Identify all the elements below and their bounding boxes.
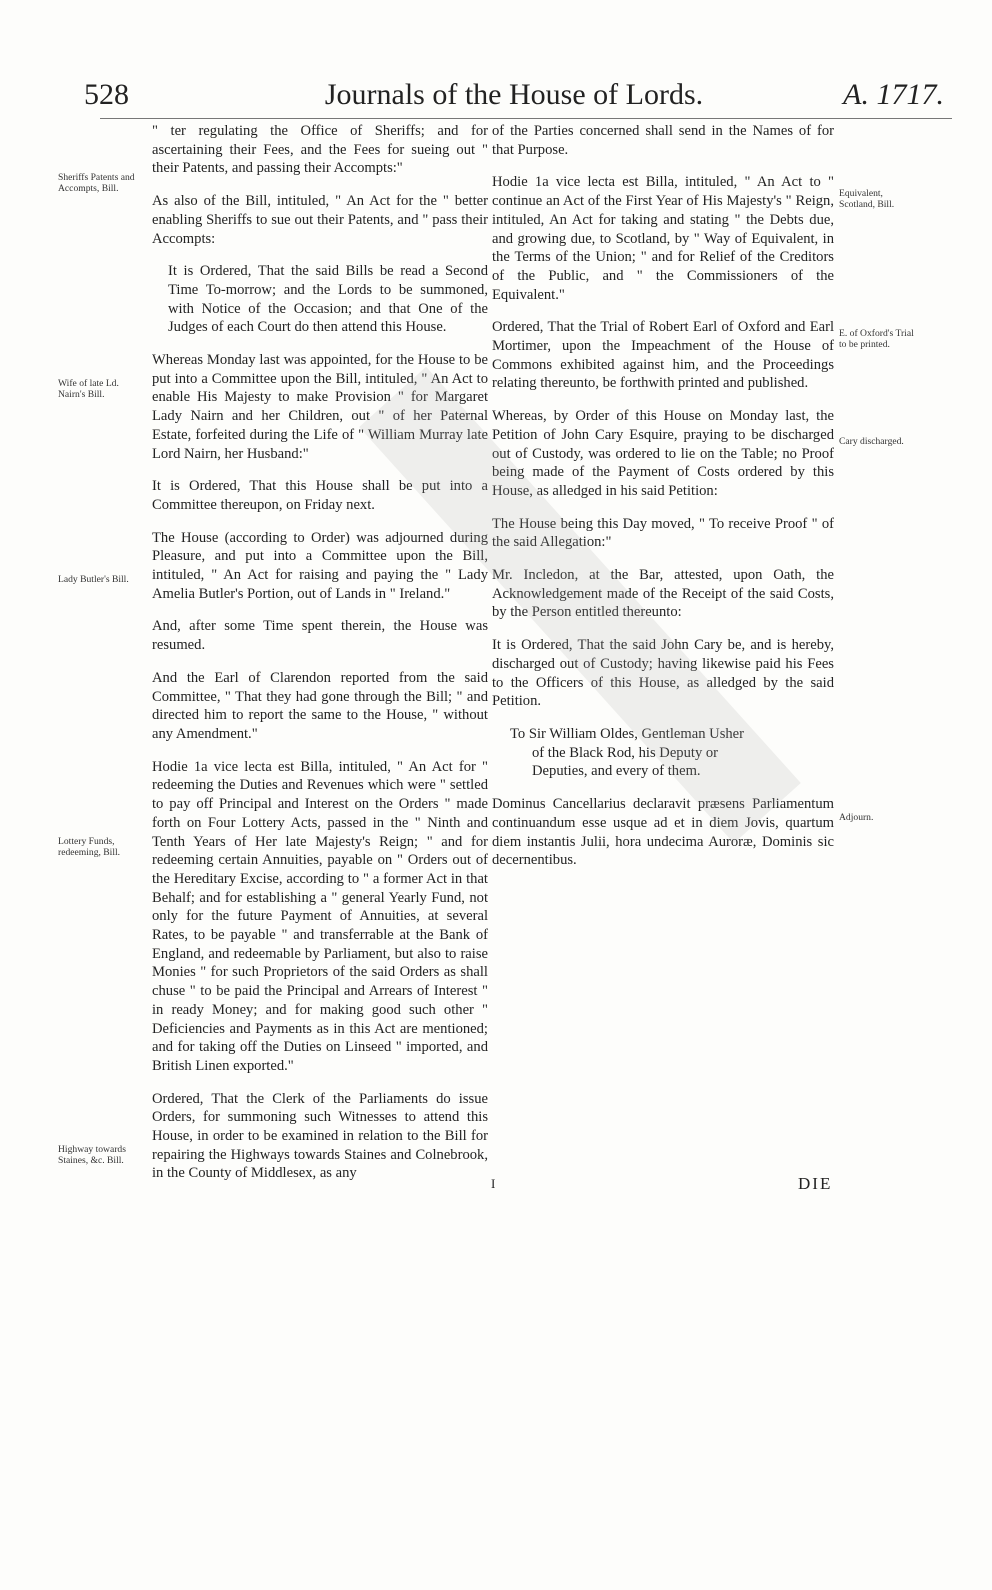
running-title: Journals of the House of Lords. <box>324 78 704 111</box>
addressee-line-1: To Sir William Oldes, Gentleman Usher <box>510 725 745 742</box>
left-column <box>152 122 488 1197</box>
addressee-block <box>510 725 834 781</box>
margin-note-equivalent: Equivalent, Scotland, Bill. <box>839 188 895 210</box>
catchword: DIE <box>798 1174 833 1193</box>
nairn-order: It is Ordered, That this House shall be put into a Committee thereupon, on Friday next. <box>152 478 488 513</box>
header-rule <box>100 118 952 119</box>
addressee-line-3: Deputies, and every of them. <box>532 763 701 780</box>
house-moved: The House being this Day moved, " To receive Proof " of the said Allegation:" <box>492 515 834 551</box>
clarendon-report: And the Earl of Clarendon reported from the said Committee, " That they had gone through the Bill; " and directed him to report the same to the House, " without any Amendment." <box>152 669 488 742</box>
incledon-attested: Mr. Incledon, at the Bar, attested, upon Oath, the Acknowledgement made of the Receipt of the said Costs, by the Person entitled thereunto: <box>492 567 834 621</box>
cary-discharge-order: It is Ordered, That the said John Cary be, and is hereby, discharged out of Custody; having likewise paid his Fees to the Officers of this House, as alledged by the said Petition. <box>492 637 834 710</box>
highway-order-cont: of the Parties concerned shall send in the Names of for that Purpose. <box>492 123 834 158</box>
right-column <box>492 122 834 884</box>
order-second-reading: It is Ordered, That the said Bills be read a Second Time To-morrow; and the Lords to be summoned, with Notice of the Occasion; and that One of the Judges of each Court do then attend this House. <box>168 263 488 336</box>
margin-note-cary: Cary discharged. <box>839 436 904 447</box>
butler-committee: The House (according to Order) was adjourned during Pleasure, and put into a Committee upon the Bill, intituled, " An Act for raising and paying the " Lady Amelia Butler's Portion, out of Lands in " Ireland." <box>152 529 488 602</box>
margin-note-highway: Highway towards Staines, &c. Bill. <box>58 1144 126 1166</box>
oxford-trial-order: Ordered, That the Trial of Robert Earl of Oxford and Earl Mortimer, upon the Impeachment of the House of Commons exhibited against him, and the Proceedings relating thereunto, be forthwith printed and published. <box>492 319 834 392</box>
sheriffs-patents-bill: As also of the Bill, intituled, " An Act for the " better enabling Sheriffs to sue out their Patents, and " pass their Accompts: <box>152 193 488 247</box>
margin-note-adjourn: Adjourn. <box>839 812 874 823</box>
signature-mark: I <box>491 1176 496 1191</box>
year-label: A. 1717. <box>843 78 944 111</box>
highway-order: Ordered, That the Clerk of the Parliaments do issue Orders, for summoning such Witnesses to attend this House, in order to be examined in relation to the Bill for repairing the Highways towards Staines and Colnebrook, in the County of Middlesex, as any <box>152 1090 488 1182</box>
lottery-bill-reading: Hodie 1a vice lecta est Billa, intituled, " An Act for " redeeming the Duties and Revenues which were " settled to pay off Principal and Interest on the Orders " made forth on Four Lottery Acts, passed in the " Ninth and Tenth Years of Her late Majesty's Reign; " and for redeeming certain Annuities, payable on " Orders out of the Hereditary Excise, according to " a former Act in that Behalf; and for establishing a " general Yearly Fund, not only for the future Payment of Annuities, at several Rates, to be payable " and transferrable at the Bank of England, and redeemable by Parliament, but also to raise Monies " for such Proprietors of the said Orders as shall chuse " to be paid the Principal and Arrears of Interest " in ready Money; and for making good such other " Deficiencies and Payments as in this Act are mentioned; and for taking off the Duties on Linseed " imported, and British Linen exported." <box>152 758 488 1074</box>
sheriffs-bill-title-cont: " ter regulating the Office of Sheriffs; and for ascertaining their Fees, and the Fees for sueing out " their Patents, and passing their Accompts:" <box>152 123 488 177</box>
page-number: 528 <box>84 78 129 111</box>
equivalent-bill-reading: Hodie 1a vice lecta est Billa, intituled, " An Act to " continue an Act of the First Year of His Majesty's " Reign, intituled, An Act for taking and stating " the Debts due, and growing due, to Scotland, by " Way of Equivalent, in the Terms of the Union; " and for Relief of the Creditors of the Public, and " the Commissioners of the Equivalent." <box>492 174 834 303</box>
page-header <box>84 78 944 118</box>
cary-whereas: Whereas, by Order of this House on Monday last, the Petition of John Cary Esquire, praying to be discharged out of Custody, was ordered to lie on the Table; no Proof being made of the Payment of Costs ordered by this House, as alledged in his said Petition: <box>492 408 834 499</box>
margin-note-nairn: Wife of late Ld. Nairn's Bill. <box>58 378 119 400</box>
margin-note-sheriffs: Sheriffs Patents and Accompts, Bill. <box>58 172 135 194</box>
butler-resumed: And, after some Time spent therein, the House was resumed. <box>152 618 488 654</box>
adjournment-latin: Dominus Cancellarius declaravit præsens Parliamentum continuandum esse usque ad et in diem Jovis, quartum diem instantis Julii, hora undecima Auroræ, Dominis sic decernentibus. <box>492 796 834 869</box>
margin-note-oxford: E. of Oxford's Trial to be printed. <box>839 328 914 350</box>
margin-note-lottery: Lottery Funds, redeeming, Bill. <box>58 836 121 858</box>
addressee-line-2: of the Black Rod, his Deputy or <box>532 744 719 761</box>
nairn-whereas: Whereas Monday last was appointed, for the House to be put into a Committee upon the Bill, intituled, " An Act to enable His Majesty to make Provision " for Margaret Lady Nairn and her Children, out " of her Paternal Estate, forfeited during the Life of " William Murray late Lord Nairn, her Husband:" <box>152 352 488 462</box>
margin-note-butler: Lady Butler's Bill. <box>58 574 129 585</box>
